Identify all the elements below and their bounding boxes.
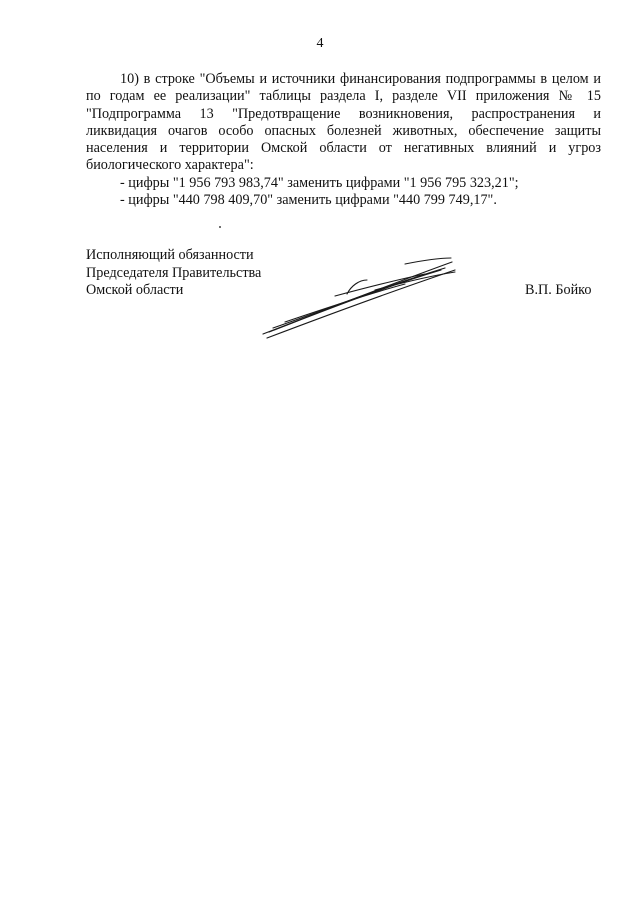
amendment-item-2: - цифры "440 798 409,70" заменить цифрами "440 799 749,17".: [120, 192, 497, 209]
page-number: 4: [316, 36, 324, 51]
signer-name: В.П. Бойко: [525, 282, 592, 298]
handwritten-signature: [255, 250, 470, 345]
amendment-item-1: - цифры "1 956 793 983,74" заменить цифрами "1 956 795 323,21";: [120, 174, 519, 191]
document-body: [86, 71, 601, 209]
signatory-position: [86, 247, 261, 300]
position-line-3: Омской области: [86, 282, 184, 298]
amendment-paragraph: 10) в строке "Объемы и источники финансирования подпрограммы в целом и по годам ее реализации" таблицы раздела I, разделе VII приложения № 15 "Подпрограмма 13 "Предотвращение возникновения, распространения и ликвидация очагов особо опасных болезней животных, обеспечение защиты населения и территории Омской области от негативных влияний и угроз биологического характера":: [86, 71, 601, 174]
position-line-1: Исполняющий обязанности: [86, 247, 254, 263]
stray-dot: [219, 226, 221, 228]
position-line-2: Председателя Правительства: [86, 264, 262, 281]
